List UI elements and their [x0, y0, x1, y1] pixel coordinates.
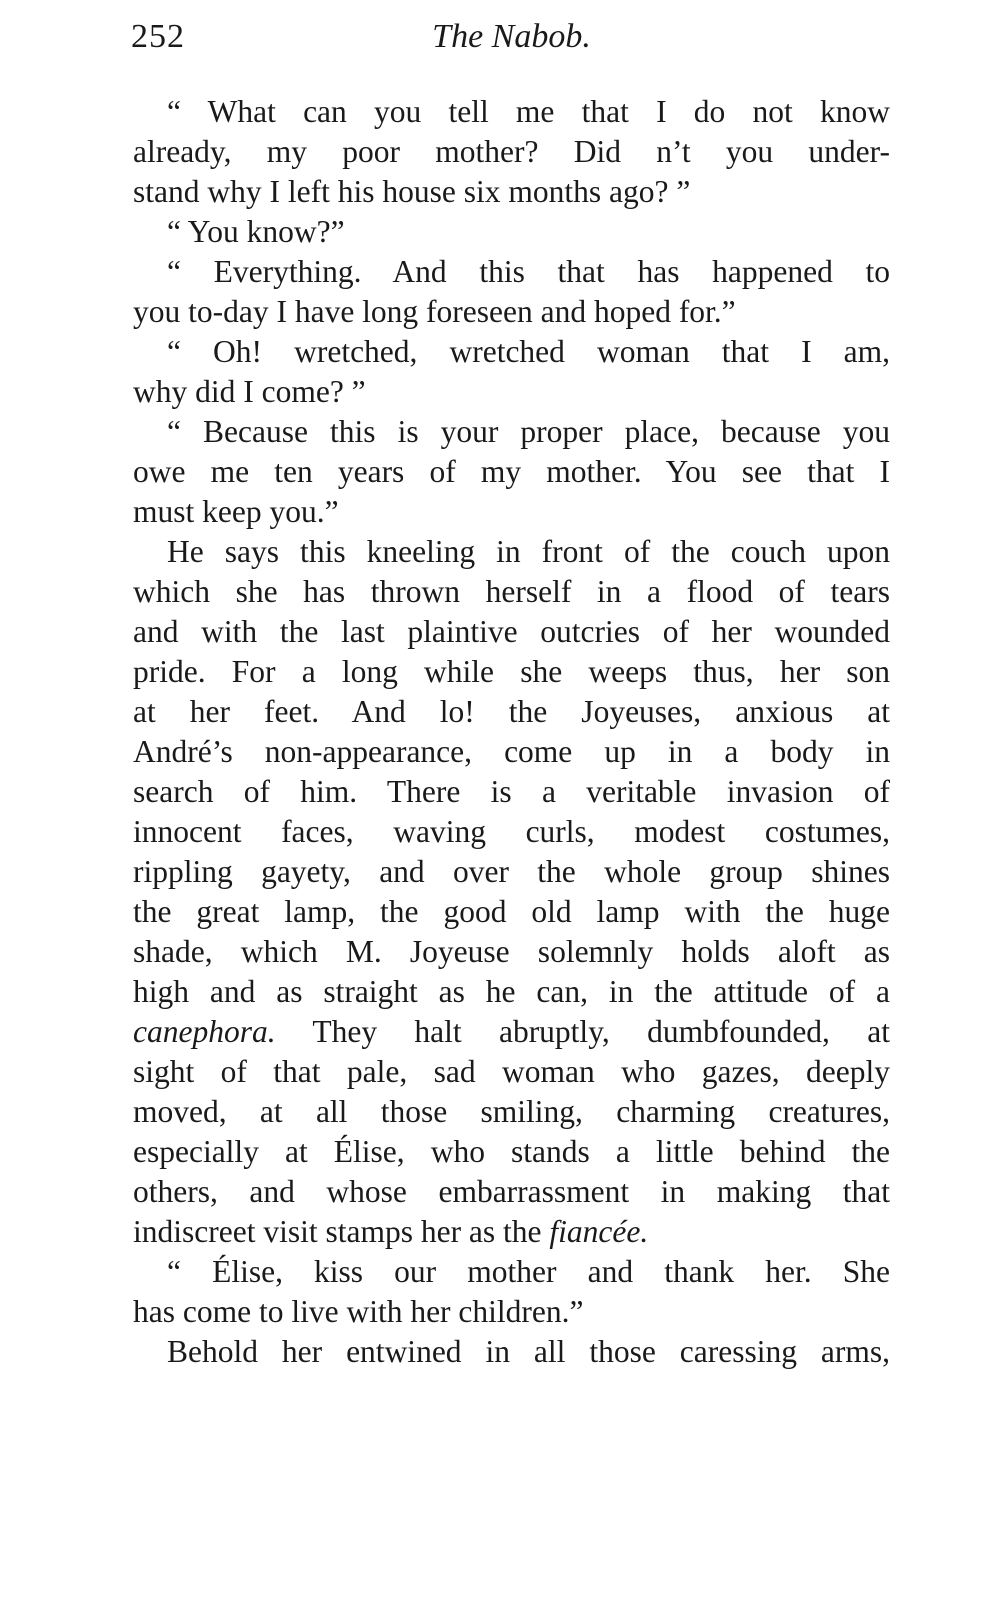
text-line: has come to live with her children.”: [133, 1294, 584, 1329]
text-line: already, my poor mother? Did n’t you under-: [133, 134, 890, 169]
text-line: [133, 1212, 890, 1252]
text-line: He says this kneeling in front of the couch upon: [167, 534, 890, 569]
text-line: [133, 1012, 890, 1052]
text-line: high and as straight as he can, in the attitude of a: [133, 974, 890, 1009]
text-line: which she has thrown herself in a flood of tears: [133, 574, 890, 609]
text-line: “ Élise, kiss our mother and thank her. She: [167, 1254, 890, 1289]
text-line: shade, which M. Joyeuse solemnly holds aloft as: [133, 934, 890, 969]
text-line: the great lamp, the good old lamp with the huge: [133, 894, 890, 929]
text-line: rippling gayety, and over the whole group shines: [133, 854, 890, 889]
italic-word: fiancée.: [549, 1214, 649, 1249]
text-line: “ You know?”: [167, 214, 345, 249]
text-line: especially at Élise, who stands a little behind the: [133, 1134, 890, 1169]
text-line: stand why I left his house six months ago? ”: [133, 174, 691, 209]
text-line: and with the last plaintive outcries of her wounded: [133, 614, 890, 649]
text-line: sight of that pale, sad woman who gazes, deeply: [133, 1054, 890, 1089]
text-line: others, and whose embarrassment in making that: [133, 1174, 890, 1209]
text-line: Behold her entwined in all those caressing arms,: [167, 1334, 890, 1369]
text-line: innocent faces, waving curls, modest costumes,: [133, 814, 890, 849]
running-title: The Nabob.: [432, 18, 591, 55]
italic-word: canephora.: [133, 1014, 276, 1049]
text-line: “ Because this is your proper place, because you: [167, 414, 890, 449]
text-line: owe me ten years of my mother. You see that I: [133, 454, 890, 489]
body-text: [133, 92, 890, 1372]
text-line: pride. For a long while she weeps thus, her son: [133, 654, 890, 689]
text-line: André’s non-appearance, come up in a body in: [133, 734, 890, 769]
text-line: “ Everything. And this that has happened to: [167, 254, 890, 289]
line-text: indiscreet visit stamps her as the: [133, 1214, 550, 1249]
text-line: at her feet. And lo! the Joyeuses, anxious at: [133, 694, 890, 729]
text-line: “ What can you tell me that I do not know: [167, 94, 890, 129]
page-number: 252: [131, 18, 185, 55]
line-text: They halt abruptly, dumbfounded, at: [275, 1014, 890, 1049]
text-line: must keep you.”: [133, 494, 339, 529]
page-header: [133, 18, 890, 66]
text-line: moved, at all those smiling, charming creatures,: [133, 1094, 890, 1129]
text-line: you to-day I have long foreseen and hoped for.”: [133, 294, 736, 329]
text-line: search of him. There is a veritable invasion of: [133, 774, 890, 809]
text-line: “ Oh! wretched, wretched woman that I am,: [167, 334, 890, 369]
text-line: why did I come? ”: [133, 374, 366, 409]
